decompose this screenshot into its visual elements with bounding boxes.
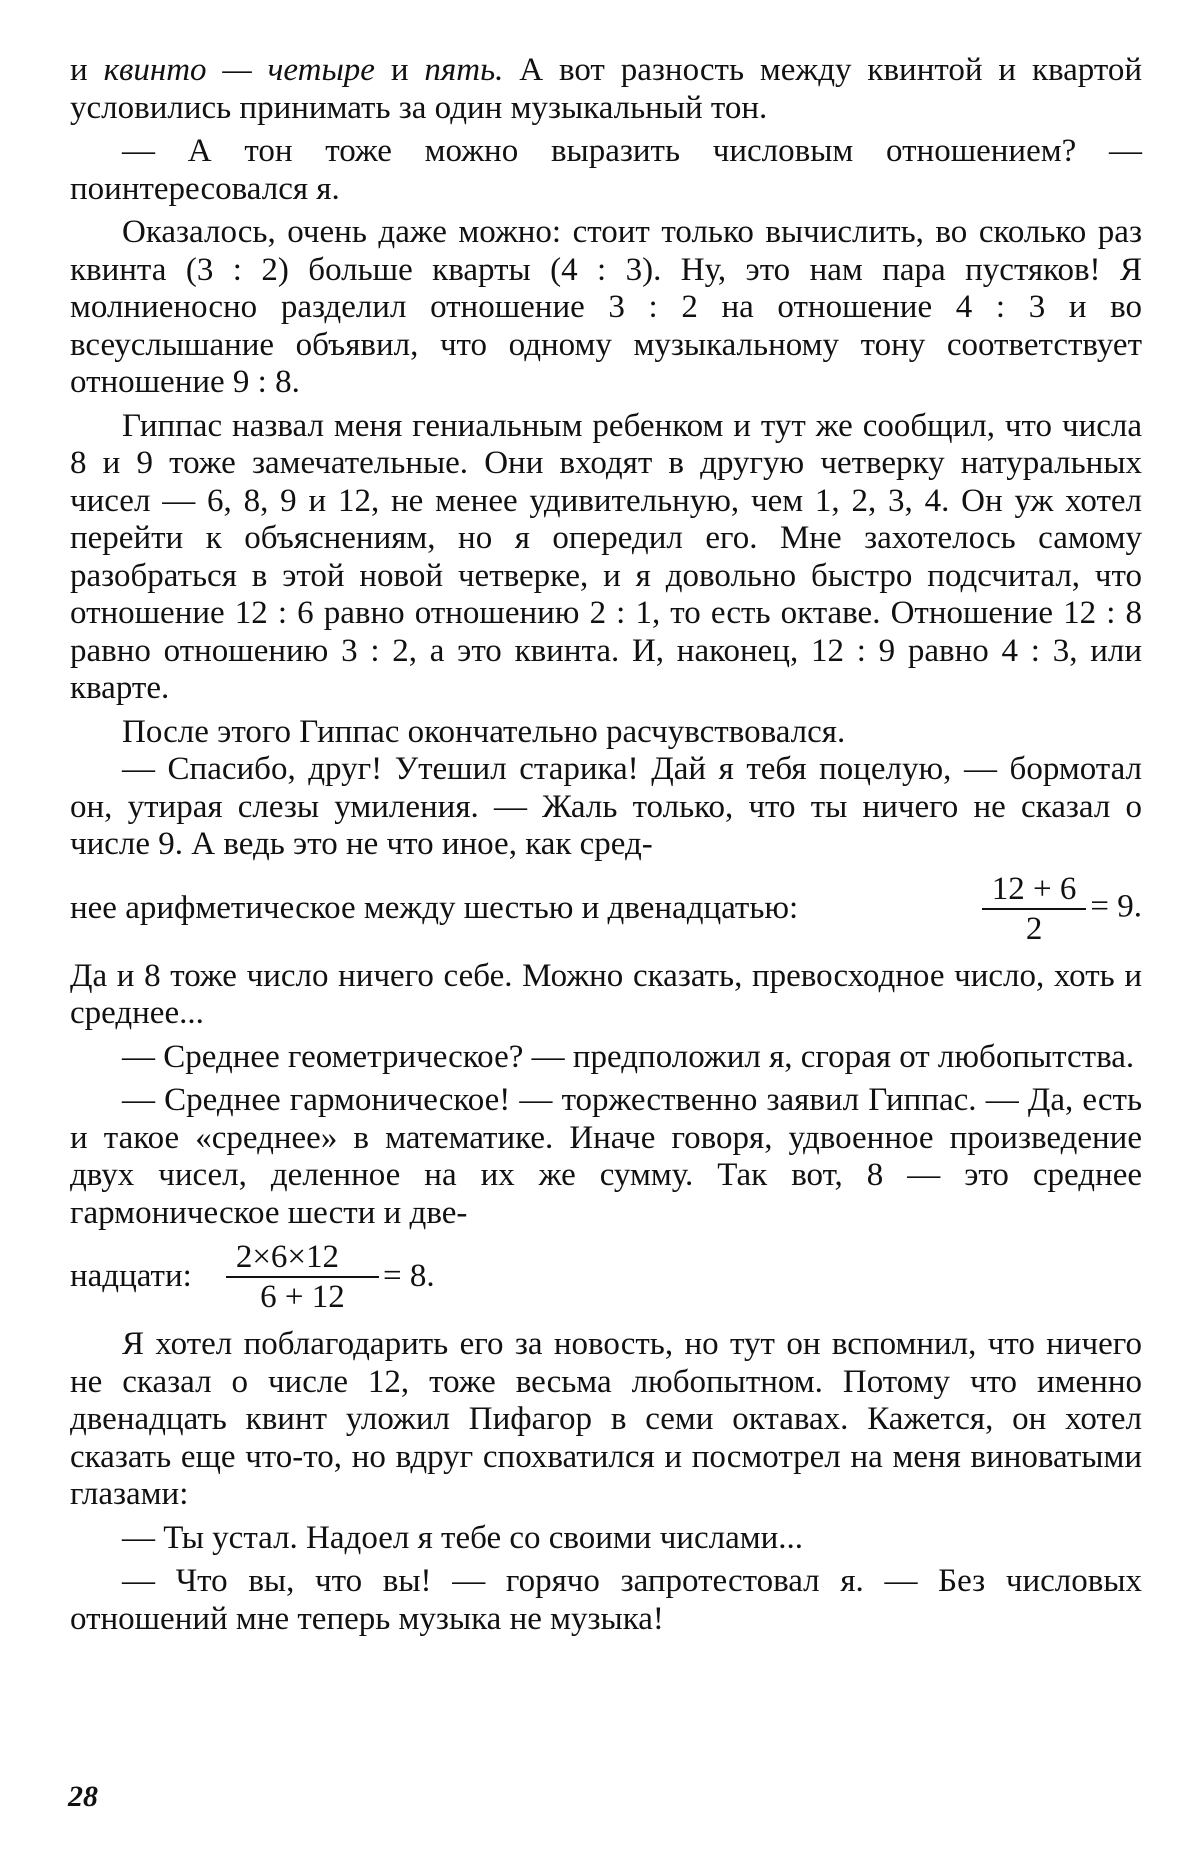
paragraph-1 — [70, 52, 1142, 127]
formula-1-result: = 9. — [1090, 888, 1142, 925]
harmonic-mean-formula — [70, 1240, 1142, 1314]
paragraph-6: — Спасибо, друг! Утешил старика! Дай я тебя поцелую, — бормотал он, утирая слезы умиления. — Жаль только, что ты ничего не сказал о числе 9. А ведь это не что иное, как сред- — [70, 751, 1142, 862]
paragraph-7: Да и 8 тоже число ничего себе. Можно сказать, превосходное число, хоть и среднее... — [70, 957, 1142, 1031]
paragraph-11: — Ты устал. Надоел я тебе со своими числами... — [122, 1519, 804, 1556]
arithmetic-mean-formula — [70, 872, 1142, 946]
formula-1-numerator: 12 + 6 — [982, 872, 1087, 910]
paragraph-9: — Среднее гармоническое! — торжественно заявил Гиппас. — Да, есть и такое «среднее» в математике. Иначе говоря, удвоенное произведение двух чисел, деленное на их же сумму. Так вот, 8 — это среднее гармоническое шести и две- — [70, 1082, 1142, 1231]
paragraph-1-pre: и — [70, 52, 104, 88]
paragraph-1-post: А вот разность между квинтой и квартой условились принимать за один музыкальный тон. — [70, 52, 1142, 126]
formula-1-text: нее арифметическое между шестью и двенадцатью: — [70, 889, 799, 926]
formula-2-result: = 8. — [383, 1258, 435, 1295]
paragraph-1-mid: и — [374, 52, 425, 88]
page-text — [70, 52, 1142, 1638]
paragraph-12: — Что вы, что вы! — горячо запротестовал я. — Без числовых отношений мне теперь музыка не музыка! — [70, 1563, 1142, 1637]
paragraph-8: — Среднее геометрическое? — предположил я, сгорая от любопытства. — [122, 1038, 1135, 1075]
italic-term-1: квинто — четыре — [103, 52, 375, 88]
formula-2-numerator: 2×6×12 — [226, 1240, 379, 1278]
formula-1-denominator: 2 — [1025, 910, 1043, 947]
formula-1-expression — [978, 872, 1142, 946]
page-number: 28 — [68, 1780, 98, 1813]
paragraph-3: Оказалось, очень даже можно: стоит только вычислить, во сколько раз квинта (3 : 2) больше кварты (4 : 3). Ну, это нам пара пустяков! Я молниеносно разделил отношение 3 : 2 на отношение 4 : 3 и во всеуслышание объявил, что одному музыкальному тону соответствует отношение 9 : 8. — [70, 214, 1142, 400]
paragraph-4: Гиппас назвал меня гениальным ребенком и тут же сообщил, что числа 8 и 9 тоже замечательные. Они входят в другую четверку натуральных чисел — 6, 8, 9 и 12, не менее удивительную, чем 1, 2, 3, 4. Он уж хотел перейти к объяснениям, но я опередил его. Мне захотелось самому разобраться в этой новой четверке, и я довольно быстро подсчитал, что отношение 12 : 6 равно отношению 2 : 1, то есть октаве. Отношение 12 : 8 равно отношению 3 : 2, а это квинта. И, наконец, 12 : 9 равно 4 : 3, или кварте. — [70, 407, 1142, 706]
formula-2-text: надцати: — [70, 1258, 192, 1295]
formula-2-fraction — [226, 1240, 379, 1314]
paragraph-5: После этого Гиппас окончательно расчувствовался. — [122, 713, 846, 750]
formula-2-denominator: 6 + 12 — [260, 1279, 345, 1315]
paragraph-2: — А тон тоже можно выразить числовым отношением? — поинтересовался я. — [70, 133, 1142, 207]
paragraph-10: Я хотел поблагодарить его за новость, но тут он вспомнил, что ничего не сказал о числе 12, тоже весьма любопытном. Потому что именно двенадцать квинт уложил Пифагор в семи октавах. Кажется, он хотел сказать еще что-то, но вдруг спохватился и посмотрел на меня виноватыми глазами: — [70, 1326, 1142, 1512]
italic-term-2: пять. — [424, 52, 504, 88]
formula-1-fraction — [982, 872, 1087, 946]
